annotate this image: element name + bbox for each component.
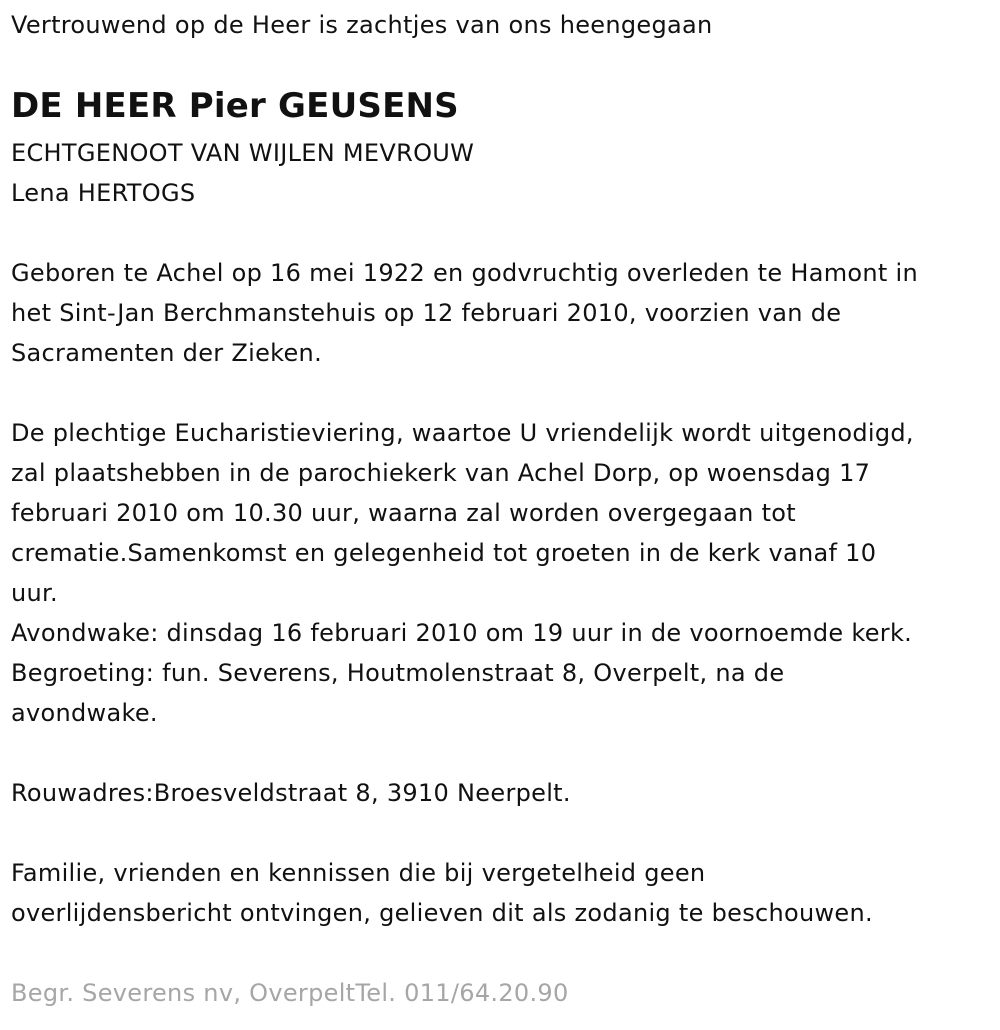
- spouse-line-2: Lena HERTOGS: [11, 179, 196, 207]
- ceremony-line-5: uur.: [11, 579, 58, 607]
- wake-line: Avondwake: dinsdag 16 februari 2010 om 19 uur in de voornoemde kerk.: [11, 619, 913, 647]
- birth-death-line-1: Geboren te Achel op 16 mei 1922 en godvruchtig overleden te Hamont in: [11, 259, 918, 287]
- ceremony-line-3: februari 2010 om 10.30 uur, waarna zal worden overgegaan tot: [11, 499, 797, 527]
- birth-death-line-2: het Sint-Jan Berchmanstehuis op 12 februari 2010, voorzien van de: [11, 299, 842, 327]
- greeting-line-1: Begroeting: fun. Severens, Houtmolenstraat 8, Overpelt, na de: [11, 659, 785, 687]
- deceased-name: DE HEER Pier GEUSENS: [11, 86, 459, 126]
- intro-text: Vertrouwend op de Heer is zachtjes van ons heengegaan: [11, 11, 713, 39]
- birth-death-line-3: Sacramenten der Zieken.: [11, 339, 323, 367]
- spouse-line-1: ECHTGENOOT VAN WIJLEN MEVROUW: [11, 139, 475, 167]
- greeting-line-2: avondwake.: [11, 699, 158, 727]
- ceremony-line-1: De plechtige Eucharistieviering, waartoe U vriendelijk wordt uitgenodigd,: [11, 419, 914, 447]
- mourning-address: Rouwadres:Broesveldstraat 8, 3910 Neerpelt.: [11, 779, 571, 807]
- family-note-line-1: Familie, vrienden en kennissen die bij vergetelheid geen: [11, 859, 706, 887]
- family-note-line-2: overlijdensbericht ontvingen, gelieven dit als zodanig te beschouwen.: [11, 899, 873, 927]
- funeral-home-footer: Begr. Severens nv, OverpeltTel. 011/64.20.90: [11, 979, 569, 1007]
- ceremony-line-4: crematie.Samenkomst en gelegenheid tot groeten in de kerk vanaf 10: [11, 539, 877, 567]
- ceremony-line-2: zal plaatshebben in de parochiekerk van Achel Dorp, op woensdag 17: [11, 459, 871, 487]
